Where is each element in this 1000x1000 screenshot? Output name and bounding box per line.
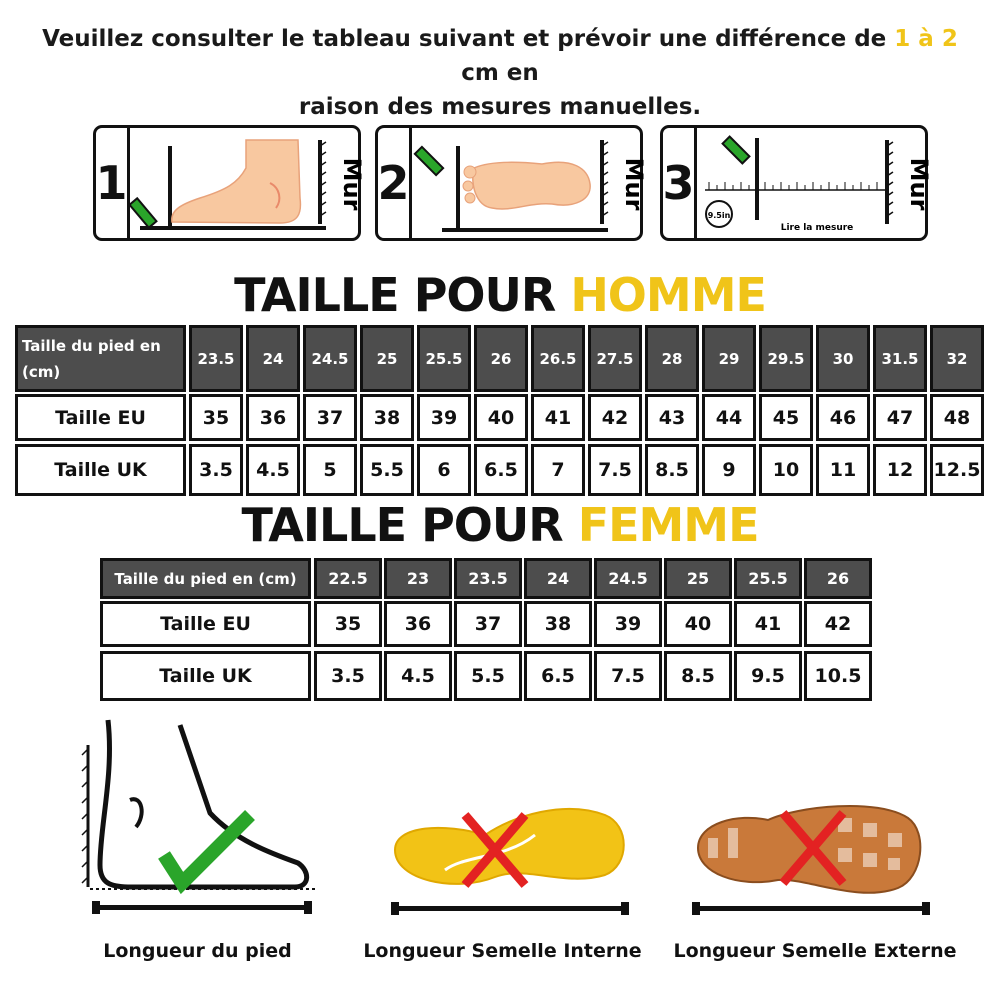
table-cell: 5.5 (360, 444, 414, 496)
table-cell: 25 (360, 325, 414, 392)
table-cell: 26 (474, 325, 528, 392)
table-cell: 42 (588, 394, 642, 441)
table-cell: 40 (474, 394, 528, 441)
foot-top-illustration (412, 128, 648, 238)
femme-title (0, 498, 1000, 552)
table-cell: 8.5 (645, 444, 699, 496)
intro-line-1 (20, 22, 980, 90)
table-cell: 25.5 (734, 558, 802, 599)
foot-length-illustration (70, 715, 330, 925)
table-cell: 7.5 (594, 651, 662, 701)
table-cell: 3.5 (314, 651, 382, 701)
measure-step-1 (93, 125, 366, 241)
table-cell: 44 (702, 394, 756, 441)
badge-value: 9.5in (707, 211, 731, 220)
check-icon (164, 815, 250, 883)
table-cell: 29.5 (759, 325, 813, 392)
table-cell: 9 (702, 444, 756, 496)
measure-step-2 (375, 125, 648, 241)
foot-side-illustration (130, 128, 366, 238)
table-cell: 41 (531, 394, 585, 441)
table-row-label: Taille du pied en (cm) (15, 325, 186, 392)
ruler-illustration (697, 128, 933, 238)
table-row-label: Taille UK (100, 651, 311, 701)
step-number: 2 (378, 128, 412, 238)
step-number: 3 (663, 128, 697, 238)
table-cell: 6.5 (524, 651, 592, 701)
table-row-label: Taille EU (100, 601, 311, 647)
table-cell: 10.5 (804, 651, 872, 701)
pencil-icon (415, 147, 443, 175)
measure-step-3 (660, 125, 933, 241)
table-cell: 7 (531, 444, 585, 496)
table-cell: 3.5 (189, 444, 243, 496)
table-cell: 29 (702, 325, 756, 392)
table-cell: 46 (816, 394, 870, 441)
table-cell: 6.5 (474, 444, 528, 496)
ruler-caption: Lire la mesure (780, 223, 854, 233)
table-cell: 36 (384, 601, 452, 647)
table-cell: 5.5 (454, 651, 522, 701)
intro-text-part: cm en (461, 60, 539, 86)
table-cell: 10 (759, 444, 813, 496)
table-cell: 24.5 (594, 558, 662, 599)
table-cell: 30 (816, 325, 870, 392)
table-cell: 39 (417, 394, 471, 441)
table-cell: 23.5 (454, 558, 522, 599)
table-cell: 4.5 (384, 651, 452, 701)
table-cell: 32 (930, 325, 984, 392)
table-cell: 47 (873, 394, 927, 441)
table-cell: 31.5 (873, 325, 927, 392)
table-cell: 24 (524, 558, 592, 599)
foot-length-label: Longueur du pied (103, 940, 292, 962)
table-cell: 11 (816, 444, 870, 496)
table-cell: 8.5 (664, 651, 732, 701)
table-cell: 23 (384, 558, 452, 599)
table-cell: 6 (417, 444, 471, 496)
table-cell: 23.5 (189, 325, 243, 392)
table-cell: 28 (645, 325, 699, 392)
outer-sole-illustration (688, 798, 933, 923)
table-cell: 25.5 (417, 325, 471, 392)
title-highlight: FEMME (577, 498, 759, 552)
table-cell: 12 (873, 444, 927, 496)
table-cell: 37 (454, 601, 522, 647)
table-cell: 36 (246, 394, 300, 441)
wall-label: Mur (905, 157, 933, 211)
table-cell: 35 (189, 394, 243, 441)
inner-sole-illustration (385, 795, 635, 925)
table-cell: 12.5 (930, 444, 984, 496)
title-prefix: TAILLE POUR (234, 268, 571, 322)
table-cell: 43 (645, 394, 699, 441)
table-cell: 24 (246, 325, 300, 392)
table-cell: 27.5 (588, 325, 642, 392)
table-cell: 39 (594, 601, 662, 647)
intro-line-2: raison des mesures manuelles. (298, 94, 702, 120)
inner-sole-label: Longueur Semelle Interne (363, 940, 642, 962)
table-cell: 26 (804, 558, 872, 599)
intro-text-part: Veuillez consulter le tableau suivant et prévoir une différence de (42, 26, 895, 52)
table-cell: 25 (664, 558, 732, 599)
table-cell: 26.5 (531, 325, 585, 392)
table-cell: 7.5 (588, 444, 642, 496)
pencil-icon (130, 198, 157, 227)
table-cell: 24.5 (303, 325, 357, 392)
table-cell: 37 (303, 394, 357, 441)
table-row-label: Taille du pied en (cm) (100, 558, 311, 599)
table-cell: 4.5 (246, 444, 300, 496)
table-cell: 9.5 (734, 651, 802, 701)
table-cell: 41 (734, 601, 802, 647)
title-prefix: TAILLE POUR (241, 498, 578, 552)
homme-title (0, 268, 1000, 322)
table-cell: 45 (759, 394, 813, 441)
table-cell: 40 (664, 601, 732, 647)
table-cell: 38 (360, 394, 414, 441)
pencil-icon (723, 137, 750, 164)
wall-label: Mur (620, 157, 648, 211)
table-row-label: Taille UK (15, 444, 186, 496)
outer-sole-label: Longueur Semelle Externe (673, 940, 957, 962)
table-cell: 42 (804, 601, 872, 647)
intro-highlight: 1 à 2 (894, 26, 958, 52)
table-cell: 5 (303, 444, 357, 496)
table-row-label: Taille EU (15, 394, 186, 441)
step-number: 1 (96, 128, 130, 238)
table-cell: 38 (524, 601, 592, 647)
title-highlight: HOMME (570, 268, 766, 322)
table-cell: 22.5 (314, 558, 382, 599)
intro-text (20, 22, 980, 124)
table-cell: 35 (314, 601, 382, 647)
table-cell: 48 (930, 394, 984, 441)
wall-label: Mur (338, 157, 366, 211)
